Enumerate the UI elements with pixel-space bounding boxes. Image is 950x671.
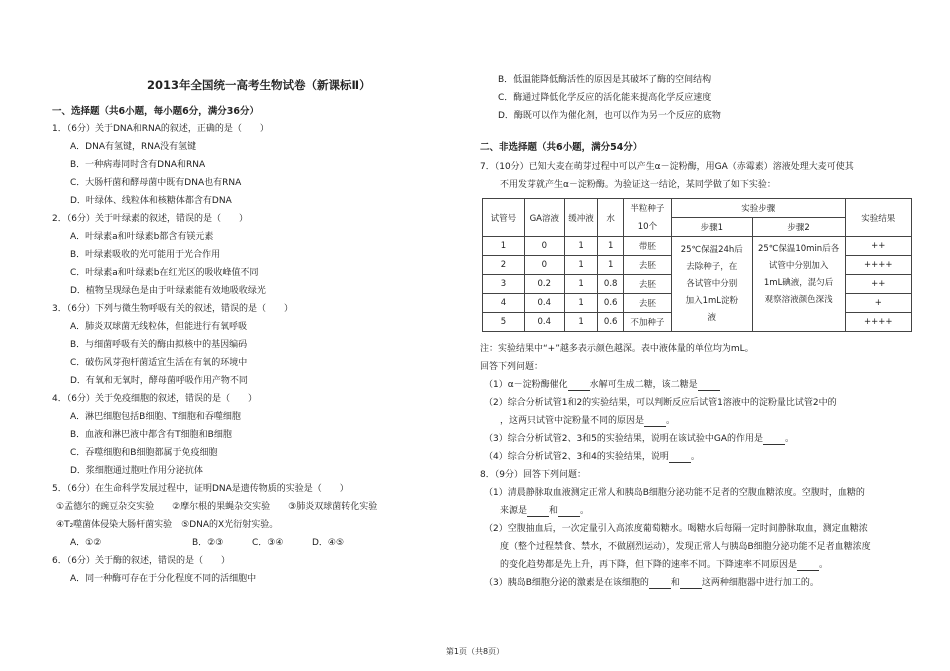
answer-blank: [698, 381, 720, 391]
q4-option-c: C．吞噬细胞和B细胞都属于免疫细胞: [70, 448, 218, 458]
step2-line: 试管中分别加入: [768, 261, 829, 271]
cell-seed: 带胚: [623, 237, 671, 256]
cell-result: ++++: [845, 256, 911, 275]
cell-ga: 0: [524, 237, 564, 256]
q6-option-d: D．酶既可以作为催化剂，也可以作为另一个反应的底物: [498, 111, 721, 121]
q3-stem: 3．（6分）下列与微生物呼吸有关的叙述，错误的是（ ）: [52, 304, 293, 314]
cell-water: 0.8: [598, 275, 624, 294]
header-seed-line1: 半粒种子: [630, 203, 665, 214]
cell-ga: 0.4: [524, 294, 564, 313]
answer-blank: [669, 453, 691, 463]
q3-option-a: A．肺炎双球菌无线粒体，但能进行有氧呼吸: [70, 322, 248, 332]
q6-option-b: B．低温能降低酶活性的原因是其破坏了酶的空间结构: [498, 75, 712, 85]
q7-part1-text-b: 水解可生成二糖，该二糖是: [589, 380, 698, 390]
q8-part3-text-c: 这两种细胞器中进行加工的。: [701, 578, 819, 588]
q7-part4-text: （4）综合分析试管2、3和4的实验结果，说明: [484, 452, 669, 462]
q8-part1-text-b: 和: [549, 506, 559, 516]
cell-ga: 0.2: [524, 275, 564, 294]
q1-option-b: B．一种病毒同时含有DNA和RNA: [70, 160, 206, 170]
q5-option-c: C．③④: [252, 538, 284, 548]
cell-seed: 去胚: [623, 294, 671, 313]
q4-stem: 4．（6分）关于免疫细胞的叙述，错误的是（ ）: [52, 394, 257, 404]
cell-tube: 2: [483, 256, 525, 275]
step1-line: 加入1mL淀粉: [685, 295, 738, 306]
table-row: [483, 237, 912, 256]
section-nonchoice-heading: 二、非选择题（共6小题，满分54分）: [480, 142, 643, 153]
q8-part2-line2: 度（整个过程禁食、禁水，不做剧烈运动），发现正常人与胰岛B细胞分泌功能不足者血糖浓度: [500, 542, 871, 552]
header-steps: 实验步骤: [671, 199, 845, 218]
q3-option-d: D．有氧和无氧时，酵母菌呼吸作用产物不同: [70, 376, 248, 386]
q7-part2-line1: （2）综合分析试管1和2的实验结果，可以判断反应后试管1溶液中的淀粉量比试管2中的: [484, 398, 837, 408]
header-result: 实验结果: [845, 199, 911, 237]
q8-part2-line3: 的变化趋势都是先上升，再下降，但下降的速率不同。下降速率不同原因是 。: [500, 560, 829, 570]
header-buffer: 缓冲液: [564, 199, 598, 237]
q7-answer-prompt: 回答下列问题：: [480, 362, 544, 372]
q7-part2-text: ，这两只试管中淀粉量不同的原因是: [500, 416, 645, 426]
q3-option-b: B．与细菌呼吸有关的酶由拟核中的基因编码: [70, 340, 248, 350]
q7-part1-text-a: （1）α－淀粉酶催化: [484, 380, 568, 390]
q5-option-b: B．②③: [192, 538, 224, 548]
q8-part3-text-b: 和: [670, 578, 680, 588]
q8-part1-line1: （1）清晨静脉取血液测定正常人和胰岛B细胞分泌功能不足者的空腹血糖浓度。空腹时，血糖的: [484, 488, 865, 498]
q4-option-a: A．淋巴细胞包括B细胞、T细胞和吞噬细胞: [70, 412, 241, 422]
cell-result: ++++: [845, 313, 911, 332]
section-choice-heading: 一、选择题（共6小题，每小题6分，满分36分）: [52, 106, 259, 117]
q4-option-d: D．浆细胞通过胞吐作用分泌抗体: [70, 466, 203, 476]
q7-part3-text: （3）综合分析试管2、3和5的实验结果，说明在该试验中GA的作用是: [484, 434, 764, 444]
q8-part2-text: 的变化趋势都是先上升，再下降，但下降的速率不同。下降速率不同原因是: [500, 560, 798, 570]
cell-result: ++: [845, 237, 911, 256]
q8-part2-line1: （2）空腹抽血后，一次定量引入高浓度葡萄糖水。喝糖水后每隔一定时间静脉取血，测定血糖浓: [484, 524, 868, 534]
answer-blank: [680, 579, 702, 589]
q8-part1-text-a: 来源是: [500, 506, 528, 516]
q2-option-b: B．叶绿素吸收的光可能用于光合作用: [70, 250, 221, 260]
step1-line: 去除种子，在: [686, 261, 738, 272]
q2-stem: 2．（6分）关于叶绿素的叙述，错误的是（ ）: [52, 214, 248, 224]
cell-seed: 去胚: [623, 275, 671, 294]
q5-option-a: A．①②: [70, 538, 102, 548]
cell-ga: 0: [524, 256, 564, 275]
step2-line: 观察溶液颜色深浅: [764, 295, 833, 305]
answer-blank: [644, 417, 666, 427]
q7-stem-line1: 7．（10分）已知大麦在萌芽过程中可以产生α－淀粉酶，用GA（赤霉素）溶液处理大麦可使其: [480, 162, 854, 172]
cell-tube: 1: [483, 237, 525, 256]
q8-part3-text-a: （3）胰岛B细胞分泌的激素是在该细胞的: [484, 578, 649, 588]
step2-line: 25℃保温10min后各: [757, 244, 840, 254]
answer-blank: [763, 435, 785, 445]
q6-option-a: A．同一种酶可存在于分化程度不同的活细胞中: [70, 574, 257, 584]
header-tube: 试管号: [483, 199, 525, 237]
q1-option-a: A．DNA有氢键，RNA没有氢键: [70, 142, 197, 152]
header-step2: 步骤2: [752, 218, 845, 237]
q4-option-b: B．血液和淋巴液中都含有T细胞和B细胞: [70, 430, 232, 440]
q2-option-d: D．植物呈现绿色是由于叶绿素能有效地吸收绿光: [70, 286, 266, 296]
cell-water: 0.6: [598, 294, 624, 313]
answer-blank: [527, 507, 549, 517]
cell-seed: 去胚: [623, 256, 671, 275]
cell-tube: 3: [483, 275, 525, 294]
q7-table-note: 注：实验结果中“+”越多表示颜色越深。表中液体量的单位均为mL。: [480, 344, 754, 354]
q2-option-a: A．叶绿素a和叶绿素b都含有镁元素: [70, 232, 214, 242]
q6-option-c: C．酶通过降低化学反应的活化能来提高化学反应速度: [498, 93, 712, 103]
step1-line: 25℃保温24h后: [680, 244, 743, 255]
header-ga: GA溶液: [524, 199, 564, 237]
q8-part3: [484, 577, 819, 589]
q2-option-c: C．叶绿素a和叶绿素b在红光区的吸收峰值不同: [70, 268, 259, 278]
answer-blank: [797, 561, 819, 571]
cell-tube: 5: [483, 313, 525, 332]
q6-stem: 6．（6分）关于酶的叙述，错误的是（ ）: [52, 556, 230, 566]
q8-part1-line2: 来源是 和 。: [500, 506, 590, 516]
cell-water: 0.6: [598, 313, 624, 332]
step1-description: [671, 237, 752, 332]
cell-buffer: 1: [564, 237, 598, 256]
cell-buffer: 1: [564, 313, 598, 332]
q7-part4: （4）综合分析试管2、3和4的实验结果，说明 。: [484, 452, 700, 462]
cell-buffer: 1: [564, 275, 598, 294]
cell-buffer: 1: [564, 256, 598, 275]
page-footer: 第1页（共8页）: [445, 647, 505, 656]
header-water: 水: [598, 199, 624, 237]
q7-part2-line2: ，这两只试管中淀粉量不同的原因是 。: [500, 416, 676, 426]
step1-line: 各试管中分别: [686, 278, 738, 289]
step2-description: [752, 237, 845, 332]
cell-result: ++: [845, 275, 911, 294]
header-seed-line2: 10个: [637, 221, 658, 232]
answer-blank: [649, 579, 671, 589]
cell-water: 1: [598, 237, 624, 256]
cell-buffer: 1: [564, 294, 598, 313]
answer-blank: [568, 381, 590, 391]
q1-option-d: D．叶绿体、线粒体和核糖体都含有DNA: [70, 196, 232, 206]
q5-option-d: D．④⑤: [312, 538, 345, 548]
q1-stem: 1．（6分）关于DNA和RNA的叙述，正确的是（ ）: [52, 124, 269, 134]
header-step1: 步骤1: [671, 218, 752, 237]
q8-stem: 8．（9分）回答下列问题：: [480, 470, 586, 480]
cell-water: 1: [598, 256, 624, 275]
table-header-row: [483, 199, 912, 218]
page-title: 2013年全国统一高考生物试卷（新课标Ⅱ）: [147, 78, 371, 92]
q5-items-line1: ①孟德尔的豌豆杂交实验 ②摩尔根的果蝇杂交实验 ③肺炎双球菌转化实验: [56, 502, 378, 512]
q7-part1: [484, 379, 720, 391]
q1-option-c: C．大肠杆菌和酵母菌中既有DNA也有RNA: [70, 178, 242, 188]
cell-result: +: [845, 294, 911, 313]
q7-part3: （3）综合分析试管2、3和5的实验结果，说明在该试验中GA的作用是 。: [484, 434, 795, 444]
step2-line: 1mL碘液，混匀后: [763, 278, 834, 288]
cell-ga: 0.4: [524, 313, 564, 332]
answer-blank: [558, 507, 580, 517]
experiment-table: [482, 198, 912, 332]
q5-items-line2: ④T₂噬菌体侵染大肠杆菌实验 ⑤DNA的X光衍射实验。: [56, 520, 279, 530]
cell-seed: 不加种子: [623, 313, 671, 332]
cell-tube: 4: [483, 294, 525, 313]
q7-stem-line2: 不用发芽就产生α－淀粉酶。为验证这一结论，某同学做了如下实验：: [500, 180, 776, 190]
header-seed: [623, 199, 671, 237]
step1-line: 液: [707, 312, 717, 323]
q3-option-c: C．破伤风芽孢杆菌适宜生活在有氧的环境中: [70, 358, 248, 368]
q5-stem: 5．（6分）在生命科学发展过程中，证明DNA是遗传物质的实验是（ ）: [52, 484, 349, 494]
